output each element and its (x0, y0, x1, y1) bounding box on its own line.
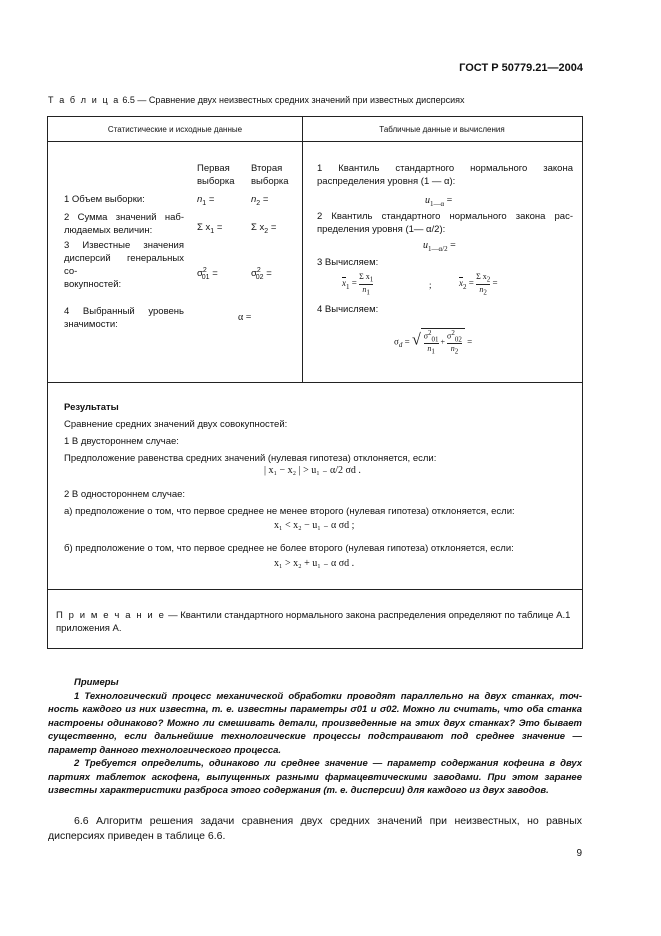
table-caption-label: Т а б л и ц а (48, 95, 120, 105)
mean-x1-formula: $\overline{x}_1$ = $\frac{\Sigma x_1}{n_1}$ (342, 272, 374, 297)
right-item-3: 3 Вычисляем: (317, 257, 379, 268)
sample2-heading-line2: выборка (251, 176, 289, 187)
right-item-2 (317, 210, 573, 236)
sample1-heading-line2: выборка (197, 176, 235, 187)
column-divider (302, 117, 303, 382)
left-item-3-line3: вокупностей: (64, 279, 122, 290)
sample2-heading (251, 162, 289, 188)
page-number: 9 (576, 848, 582, 859)
left-item-3-line1: 3 Известные значения (64, 240, 184, 251)
right-item-2-line2: пределения уровня (1— α/2): (317, 224, 446, 235)
right-item-1-line1: 1 Квантиль стандартного нормального закона (317, 163, 573, 174)
results-line-6: б) предположение о том, что первое среднее не более второго (нулевая гипотеза) отклоняется, если: (64, 543, 514, 554)
document-id: ГОСТ Р 50779.21—2004 (459, 62, 583, 74)
left-item-2-line2: людаемых величин: (64, 225, 153, 236)
quantile-1-alpha: $u_{1—\alpha}$ = (425, 195, 453, 208)
two-sided-criterion: | x₁ − x₂ | > u₁ ₋ α/2 σd . (264, 465, 361, 476)
left-item-3 (64, 239, 184, 291)
section-6-6-line2: дисперсиях приведен в таблице 6.6. (48, 830, 226, 842)
example-2-line1: 2 Требуется определить, одинаково ли среднее значение — параметр содержания кофеина в двух (74, 758, 582, 769)
sample1-heading-line1: Первая (197, 163, 230, 174)
mean-separator: ; (429, 280, 432, 290)
left-item-2-line1: 2 Сумма значений наб- (64, 212, 184, 223)
sample2-heading-line1: Вторая (251, 163, 283, 174)
results-line-1: Сравнение средних значений двух совокупностей: (64, 419, 288, 430)
left-item-3-line2: дисперсий генеральных со- (64, 253, 184, 277)
sigma-d-formula: $\sigma_d$ = √ $\frac{\sigma^2_{01}}{n_1}$ + $\frac{\sigma^2_{02}}{n_2}$ = (394, 329, 473, 356)
left-item-4-line1: 4 Выбранный уровень (64, 306, 184, 317)
table-top-section (47, 116, 583, 383)
column-header-left: Статистические и исходные данные (107, 125, 243, 134)
example-1-line1: 1 Технологический процесс механической обработки проводят параллельно на двух станках, точ- (74, 690, 582, 702)
one-sided-criterion-a: x₁ < x₂ − u₁ ₋ α σd ; (274, 520, 355, 531)
one-sided-criterion-b: x₁ > x₂ + u₁ ₋ α σd . (274, 558, 355, 569)
example-1-line5: параметр данного технологического процесса. (48, 744, 282, 756)
results-line-3: Предположение равенства средних значений (нулевая гипотеза) отклоняется, если: (64, 453, 437, 464)
right-item-2-line1: 2 Квантиль стандартного нормального закона рас- (317, 211, 573, 222)
n1-value: $n_1$ = (197, 194, 215, 207)
left-item-4 (64, 305, 184, 331)
example-1-line3: настроены одинаково? Можно ли смешивать детали, произведенные на этих двух станках? Это бывает (48, 717, 582, 729)
example-2-line2: партиях таблеток аскофена, выпущенных разными фармацевтическими заводами. При этом заранее (48, 771, 582, 783)
alpha-value: α = (238, 312, 252, 323)
table-header-row (48, 117, 582, 142)
right-item-1 (317, 162, 573, 188)
column-header-right: Табличные данные и вычисления (379, 125, 505, 134)
example-1-line4: существенно, если дальнейшие технологические процессы подстраивают под среднее значение — (48, 731, 582, 742)
n2-value: $n_2$ = (251, 194, 269, 207)
sample1-heading (197, 162, 235, 188)
note-section (47, 589, 583, 649)
examples-title: Примеры (74, 677, 119, 688)
right-item-1-line2: распределения уровня (1 — α): (317, 176, 456, 187)
results-line-5: а) предположение о том, что первое среднее не менее второго (нулевая гипотеза) отклоняется, если: (64, 506, 515, 517)
quantile-1-alpha-half: $u_{1—\alpha/2}$ = (423, 240, 456, 253)
examples-block (48, 676, 582, 798)
results-title: Результаты (64, 402, 119, 413)
left-item-4-line2: значимости: (64, 319, 118, 330)
example-1-line2: ность каждого из них известна, т. е. известны параметры σ01 и σ02. Можно ли считать, что оба станка (48, 704, 582, 715)
sum1-value: Σ $x_1$ = (197, 222, 223, 235)
mean-x2-formula: $\overline{x}_2$ = $\frac{\Sigma x_2}{n_2}$ = (459, 272, 498, 297)
results-line-4: 2 В одностороннем случае: (64, 489, 186, 500)
results-section (47, 381, 583, 590)
example-2-line3: известны характеристики разброса этого содержания (т. е. дисперсии) для каждого из двух заводов. (48, 785, 549, 796)
section-6-6-line1: 6.6 Алгоритм решения задачи сравнения двух средних значений при неизвестных, но равных (74, 815, 582, 827)
sum2-value: Σ $x_2$ = (251, 222, 277, 235)
table-caption (48, 95, 464, 105)
sigma02-value: $\sigma^2_{02}$ = (251, 267, 272, 282)
note-text: П р и м е ч а н и е — Квантили стандартного нормального закона распределения определяют по таблице А.1 приложения А. (56, 610, 571, 634)
results-line-2: 1 В двустороннем случае: (64, 436, 179, 447)
section-6-6-paragraph (48, 814, 582, 844)
left-item-2 (64, 211, 184, 237)
table-caption-text: 6.5 — Сравнение двух неизвестных средних значений при известных дисперсиях (122, 95, 465, 105)
sigma01-value: $\sigma^2_{01}$ = (197, 267, 218, 282)
left-item-1: 1 Объем выборки: (64, 194, 145, 205)
right-item-4: 4 Вычисляем: (317, 304, 379, 315)
